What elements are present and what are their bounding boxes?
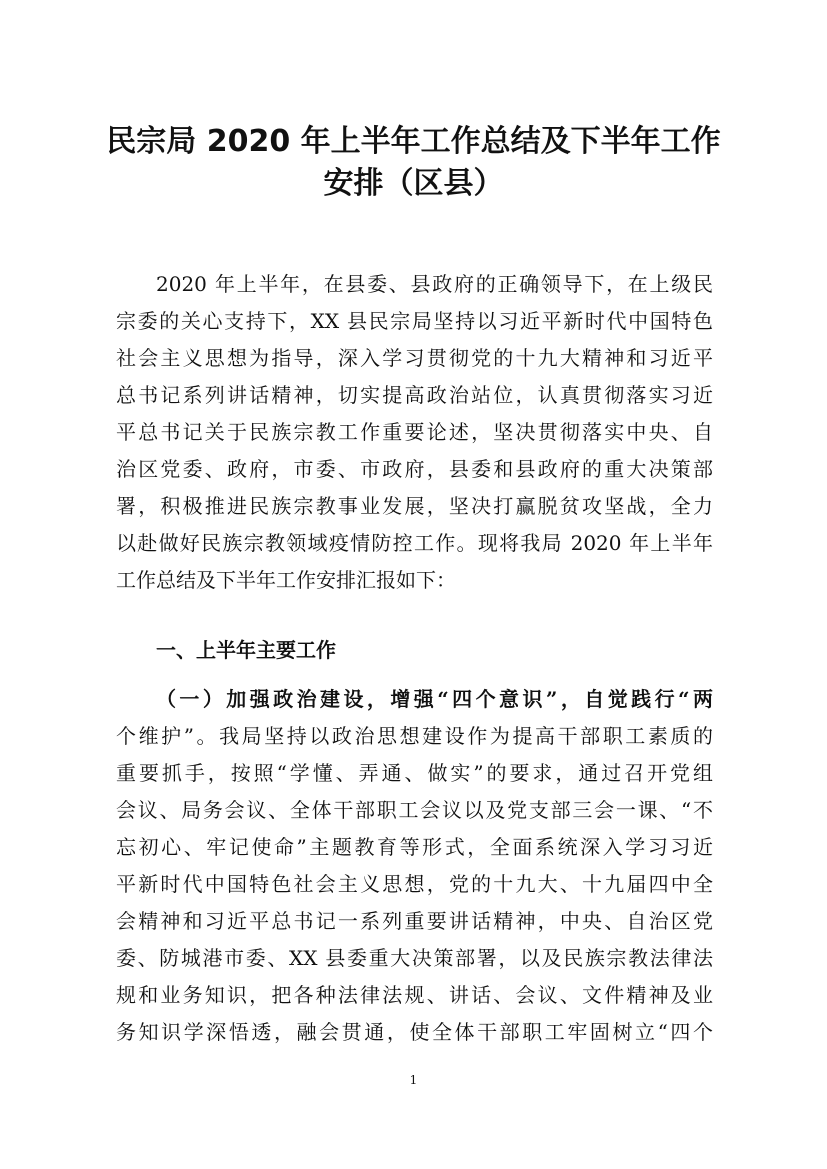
intro-paragraph <box>116 266 713 599</box>
paragraph-line: 规和业务知识，把各种法律法规、讲话、会议、文件精神及业 <box>116 983 713 1007</box>
paragraph-line: 重要抓手，按照“学懂、弄通、做实”的要求，通过召开党组 <box>116 761 713 785</box>
paragraph-line: 工作总结及下半年工作安排汇报如下： <box>116 568 456 592</box>
document-title-line-1: 民宗局 2020 年上半年工作总结及下半年工作 <box>106 124 721 159</box>
paragraph-line: 署，积极推进民族宗教事业发展，坚决打赢脱贫攻坚战，全力 <box>116 494 713 518</box>
paragraph-line: 以赴做好民族宗教领域疫情防控工作。现将我局 2020 年上半年 <box>116 531 713 555</box>
section-heading: 一、上半年主要工作 <box>156 638 336 662</box>
paragraph-line: 平新时代中国特色社会主义思想，党的十九大、十九届四中全 <box>116 872 713 896</box>
paragraph-line: 务知识学深悟透，融会贯通，使全体干部职工牢固树立“四个 <box>116 1020 713 1044</box>
page-number: 1 <box>409 1073 418 1087</box>
section-paragraph <box>116 681 713 1051</box>
paragraph-line: 会议、局务会议、全体干部职工会议以及党支部三会一课、“不 <box>116 798 713 822</box>
paragraph-line: 个维护”。我局坚持以政治思想建设作为提高干部职工素质的 <box>116 724 713 748</box>
paragraph-line: 2020 年上半年，在县委、县政府的正确领导下，在上级民 <box>156 272 713 296</box>
paragraph-line: 委、防城港市委、XX 县委重大决策部署，以及民族宗教法律法 <box>116 946 713 970</box>
paragraph-line: 总书记系列讲话精神，切实提高政治站位，认真贯彻落实习近 <box>116 383 713 407</box>
paragraph-line: 社会主义思想为指导，深入学习贯彻党的十九大精神和习近平 <box>116 346 713 370</box>
paragraph-line: 平总书记关于民族宗教工作重要论述，坚决贯彻落实中央、自 <box>116 420 713 444</box>
paragraph-line: 治区党委、政府，市委、市政府，县委和县政府的重大决策部 <box>116 457 713 481</box>
paragraph-line: 会精神和习近平总书记一系列重要讲话精神，中央、自治区党 <box>116 909 713 933</box>
subsection-heading: （一）加强政治建设，增强“四个意识”，自觉践行“两 <box>156 687 713 711</box>
paragraph-line: 宗委的关心支持下，XX 县民宗局坚持以习近平新时代中国特色 <box>116 309 713 333</box>
paragraph-line: 忘初心、牢记使命”主题教育等形式，全面系统深入学习习近 <box>116 835 713 859</box>
document-title-line-2: 安排（区县） <box>323 166 504 201</box>
